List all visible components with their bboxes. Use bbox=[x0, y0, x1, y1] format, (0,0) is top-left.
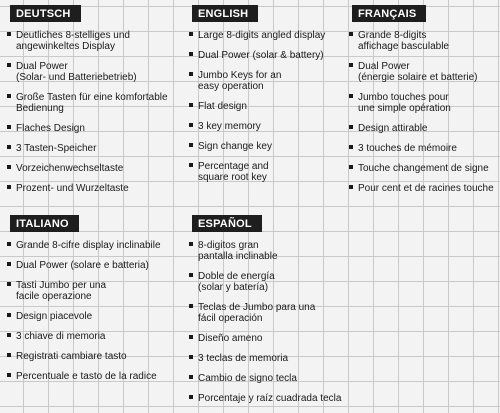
feature-text: pantalla inclinable bbox=[198, 251, 278, 262]
feature-text: Diseño ameno bbox=[198, 333, 263, 344]
feature-item bbox=[4, 30, 176, 52]
feature-item bbox=[4, 331, 180, 342]
feature-item bbox=[186, 302, 356, 324]
feature-text: angewinkeltes Display bbox=[16, 41, 115, 52]
heading-espanol: ESPAÑOL bbox=[192, 215, 262, 232]
feature-text: 3 key memory bbox=[198, 121, 261, 132]
feature-text: 8-digitos gran bbox=[198, 240, 259, 251]
feature-text: Pour cent et de racines touche bbox=[358, 183, 494, 194]
feature-text: Cambio de signo tecla bbox=[198, 373, 297, 384]
feature-item bbox=[186, 30, 348, 41]
feature-text: 3 touches de mémoire bbox=[358, 143, 457, 154]
feature-text: Flat design bbox=[198, 101, 247, 112]
feature-text: Jumbo Keys for an bbox=[198, 70, 282, 81]
feature-item bbox=[346, 92, 500, 114]
feature-item bbox=[346, 123, 500, 134]
feature-text: Tasti Jumbo per una bbox=[16, 280, 107, 291]
feature-text: affichage basculable bbox=[358, 41, 449, 52]
feature-item bbox=[186, 353, 356, 364]
heading-italiano: ITALIANO bbox=[10, 215, 79, 232]
feature-text: Large 8-digits angled display bbox=[198, 30, 326, 41]
feature-item bbox=[4, 123, 176, 134]
feature-item bbox=[186, 373, 356, 384]
feature-text: (Solar- und Batteriebetrieb) bbox=[16, 72, 137, 83]
feature-item bbox=[4, 280, 180, 302]
feature-item bbox=[4, 61, 176, 83]
feature-item bbox=[346, 61, 500, 83]
feature-text: 3 teclas de memoria bbox=[198, 353, 289, 364]
feature-text: easy operation bbox=[198, 81, 264, 92]
feature-text: Dual Power bbox=[16, 61, 68, 72]
feature-item bbox=[186, 121, 348, 132]
feature-text: Doble de energía bbox=[198, 271, 275, 282]
feature-text: Prozent- und Wurzeltaste bbox=[16, 183, 129, 194]
section-espanol bbox=[186, 214, 356, 413]
feature-item bbox=[4, 351, 180, 362]
feature-item bbox=[4, 143, 176, 154]
feature-text: Flaches Design bbox=[16, 123, 85, 134]
feature-text: Percentuale e tasto de la radice bbox=[16, 371, 157, 382]
feature-text: Große Tasten für eine komfortable bbox=[16, 92, 168, 103]
feature-item bbox=[186, 393, 356, 404]
feature-item bbox=[186, 240, 356, 262]
feature-item bbox=[4, 183, 176, 194]
feature-text: 3 chiave di memoria bbox=[16, 331, 106, 342]
section-francais bbox=[346, 4, 500, 203]
feature-text: Vorzeichenwechseltaste bbox=[16, 163, 124, 174]
feature-text: (solar y batería) bbox=[198, 282, 269, 293]
feature-item bbox=[4, 92, 176, 114]
feature-item bbox=[4, 163, 176, 174]
heading-francais: FRANÇAIS bbox=[352, 5, 426, 22]
feature-text: Grande 8-digits bbox=[358, 30, 427, 41]
feature-item bbox=[346, 143, 500, 154]
feature-text: (énergie solaire et batterie) bbox=[358, 72, 478, 83]
section-english bbox=[186, 4, 348, 192]
feature-text: Sign change key bbox=[198, 141, 272, 152]
feature-list-espanol bbox=[186, 240, 356, 404]
feature-text: square root key bbox=[198, 172, 267, 183]
feature-text: Registrati cambiare tasto bbox=[16, 351, 127, 362]
feature-item bbox=[4, 240, 180, 251]
heading-deutsch: DEUTSCH bbox=[10, 5, 81, 22]
feature-text: 3 Tasten-Speicher bbox=[16, 143, 97, 154]
feature-item bbox=[186, 161, 348, 183]
feature-text: Teclas de Jumbo para una bbox=[198, 302, 316, 313]
feature-item bbox=[4, 311, 180, 322]
feature-list-francais bbox=[346, 30, 500, 194]
feature-text: Percentage and bbox=[198, 161, 269, 172]
feature-text: Design piacevole bbox=[16, 311, 93, 322]
feature-item bbox=[186, 101, 348, 112]
feature-text: Jumbo touches pour bbox=[358, 92, 449, 103]
feature-text: Touche changement de signe bbox=[358, 163, 489, 174]
feature-item bbox=[346, 30, 500, 52]
feature-item bbox=[346, 183, 500, 194]
feature-text: fácil operación bbox=[198, 313, 263, 324]
feature-text: Design attirable bbox=[358, 123, 428, 134]
feature-item bbox=[4, 371, 180, 382]
feature-list-deutsch bbox=[4, 30, 176, 194]
feature-list-english bbox=[186, 30, 348, 183]
feature-text: une simple opération bbox=[358, 103, 451, 114]
heading-english: ENGLISH bbox=[192, 5, 258, 22]
feature-text: facile operazione bbox=[16, 291, 92, 302]
feature-text: Dual Power (solare e batteria) bbox=[16, 260, 149, 271]
section-italiano bbox=[4, 214, 180, 391]
feature-text: Grande 8-cifre display inclinabile bbox=[16, 240, 161, 251]
feature-text: Dual Power bbox=[358, 61, 410, 72]
feature-item bbox=[186, 141, 348, 152]
feature-item bbox=[186, 50, 348, 61]
feature-item bbox=[346, 163, 500, 174]
feature-text: Porcentaje y raíz cuadrada tecla bbox=[198, 393, 342, 404]
section-deutsch bbox=[4, 4, 176, 203]
feature-list-italiano bbox=[4, 240, 180, 382]
feature-item bbox=[186, 333, 356, 344]
feature-item bbox=[186, 271, 356, 293]
feature-text: Bedienung bbox=[16, 103, 64, 114]
feature-item bbox=[4, 260, 180, 271]
feature-text: Dual Power (solar & battery) bbox=[198, 50, 324, 61]
feature-item bbox=[186, 70, 348, 92]
feature-text: Deutliches 8-stelliges und bbox=[16, 30, 130, 41]
